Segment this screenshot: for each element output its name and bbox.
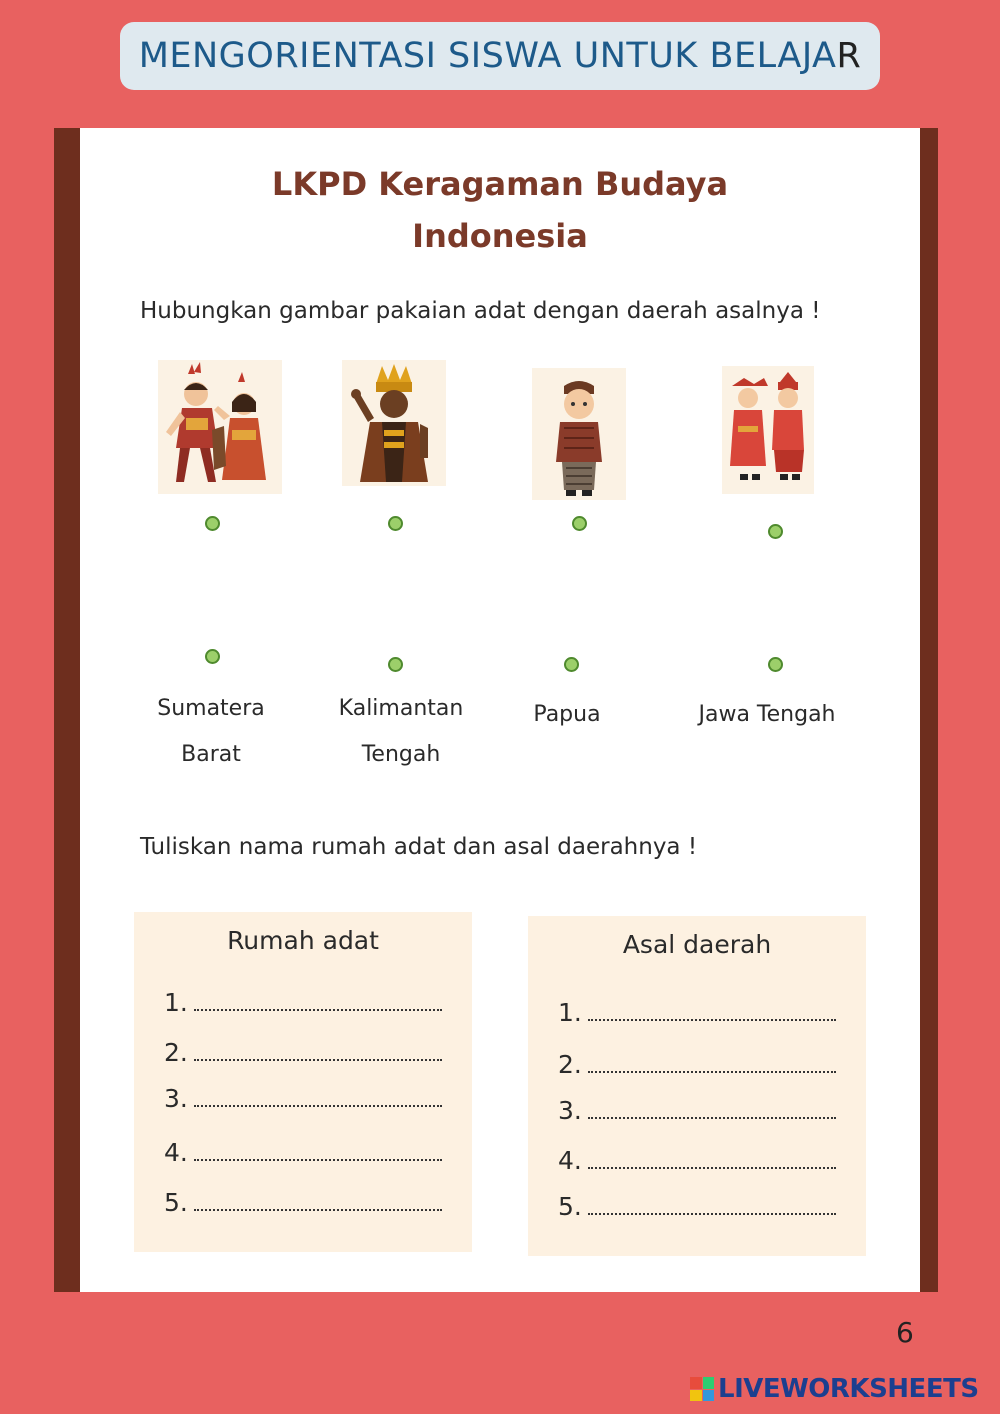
answer-line-rumah-4[interactable]: 4. bbox=[164, 1138, 442, 1167]
match-dot-bottom-4[interactable] bbox=[768, 657, 783, 672]
match-dot-top-3[interactable] bbox=[572, 516, 587, 531]
panel-rumah-adat-title: Rumah adat bbox=[227, 926, 379, 955]
worksheet-title-line1: LKPD Keragaman Budaya bbox=[271, 165, 729, 203]
answer-line-daerah-2[interactable]: 2. bbox=[558, 1050, 836, 1079]
answer-line-rumah-2[interactable]: 2. bbox=[164, 1038, 442, 1067]
page-header bbox=[120, 22, 880, 90]
headdress-man-illustration bbox=[342, 360, 446, 486]
header-title: MENGORIENTASI SISWA UNTUK BELAJA bbox=[138, 36, 837, 76]
header-title-last-letter: R bbox=[836, 36, 862, 76]
panel-rumah-adat bbox=[134, 912, 472, 1252]
panel-asal-daerah bbox=[528, 916, 866, 1256]
worksheet-title-line2: Indonesia bbox=[412, 217, 588, 255]
answer-line-daerah-1[interactable]: 1. bbox=[558, 998, 836, 1027]
javanese-boy-illustration bbox=[532, 368, 626, 500]
costume-image-dancers bbox=[158, 360, 282, 494]
worksheet-title bbox=[80, 158, 920, 262]
instruction-match: Hubungkan gambar pakaian adat dengan daerah asalnya ! bbox=[140, 298, 821, 324]
worksheet-paper bbox=[80, 128, 920, 1292]
costume-image-javanese-boy bbox=[532, 368, 626, 500]
match-dot-bottom-1[interactable] bbox=[205, 649, 220, 664]
costume-image-headdress-man bbox=[342, 360, 446, 486]
worksheet-frame bbox=[54, 128, 938, 1292]
region-label-1: Sumatera Barat bbox=[157, 696, 265, 767]
answer-line-rumah-3[interactable]: 3. bbox=[164, 1084, 442, 1113]
answer-line-daerah-5[interactable]: 5. bbox=[558, 1192, 836, 1221]
match-dot-bottom-2[interactable] bbox=[388, 657, 403, 672]
liveworksheets-logo bbox=[690, 1374, 979, 1404]
region-label-4: Jawa Tengah bbox=[698, 702, 836, 727]
answer-line-daerah-3[interactable]: 3. bbox=[558, 1096, 836, 1125]
region-label-2: Kalimantan Tengah bbox=[338, 696, 464, 767]
match-dot-top-2[interactable] bbox=[388, 516, 403, 531]
answer-line-daerah-4[interactable]: 4. bbox=[558, 1146, 836, 1175]
costume-image-minang-couple bbox=[722, 366, 814, 494]
answer-line-rumah-1[interactable]: 1. bbox=[164, 988, 442, 1017]
match-dot-bottom-3[interactable] bbox=[564, 657, 579, 672]
liveworksheets-logo-icon bbox=[690, 1377, 714, 1401]
dancers-illustration bbox=[158, 360, 282, 494]
match-dot-top-4[interactable] bbox=[768, 524, 783, 539]
panel-asal-daerah-title: Asal daerah bbox=[622, 930, 772, 959]
minang-couple-illustration bbox=[722, 366, 814, 494]
brand-name: LIVEWORKSHEETS bbox=[718, 1374, 979, 1404]
region-label-3: Papua bbox=[533, 702, 601, 727]
match-dot-top-1[interactable] bbox=[205, 516, 220, 531]
answer-line-rumah-5[interactable]: 5. bbox=[164, 1188, 442, 1217]
page-number: 6 bbox=[896, 1316, 914, 1349]
instruction-write: Tuliskan nama rumah adat dan asal daerahnya ! bbox=[140, 834, 698, 860]
